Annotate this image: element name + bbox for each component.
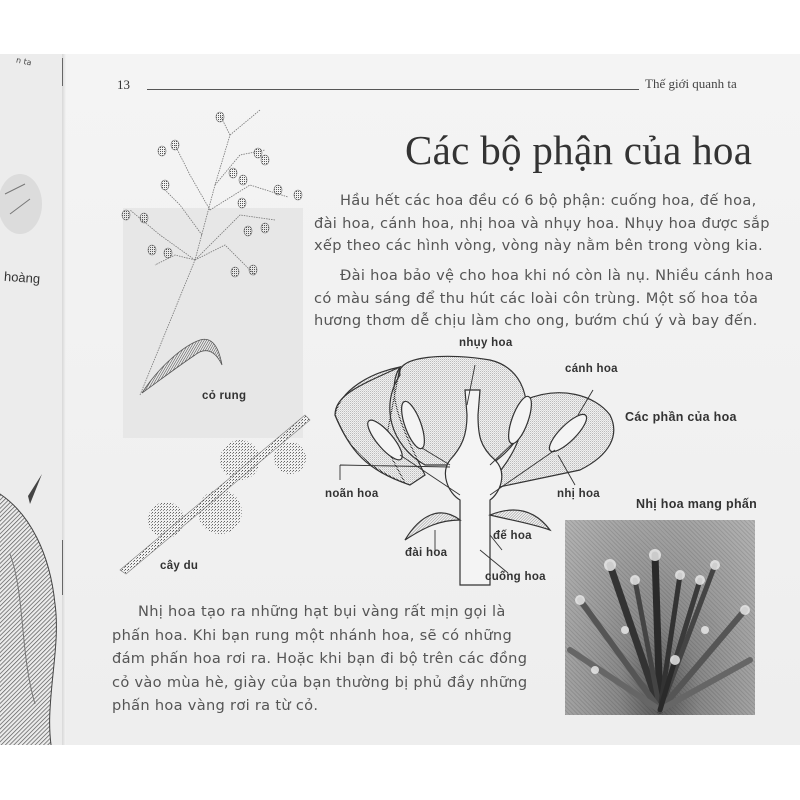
text-line: đám phấn hoa rơi ra. Hoặc khi bạn đi bộ trên các đồng: [112, 650, 528, 667]
left-page-caption-fragment: hoàng: [3, 268, 41, 287]
page-number: 13: [117, 77, 130, 92]
paragraph-sepal-petal: [314, 265, 774, 333]
left-page-header-fragment: n ta: [15, 55, 33, 68]
spine-crease: [62, 540, 63, 595]
elm-caption: cây du: [160, 560, 199, 572]
label-stamen: nhị hoa: [557, 488, 600, 500]
quaking-grass-illustration: [140, 115, 340, 405]
text-line: Hầu hết các hoa đều có 6 bộ phận: cuống hoa, đế hoa,: [340, 192, 757, 209]
text-line: phấn hoa vàng rơi ra từ cỏ.: [112, 697, 319, 714]
header-rule: [147, 89, 639, 90]
stamen-photo-rays: [565, 520, 755, 715]
label-ovule: noãn hoa: [325, 488, 379, 500]
label-pistil: nhụy hoa: [459, 337, 513, 349]
elm-branch-illustration: [110, 410, 310, 580]
paragraph-parts-of-flower: [314, 190, 770, 258]
running-header-title: Thế giới quanh ta: [645, 76, 737, 91]
spine-crease: [62, 58, 63, 86]
label-sepal: đài hoa: [405, 547, 448, 559]
text-line: Nhị hoa tạo ra những hạt bụi vàng rất mịn gọi là: [138, 603, 506, 620]
text-line: có màu sáng để thu hút các loài côn trùng. Một số hoa tỏa: [314, 289, 759, 307]
text-line: đài hoa, cánh hoa, nhị hoa và nhụy hoa. Nhụy hoa được sắp: [314, 214, 770, 232]
label-stalk: cuống hoa: [485, 571, 546, 583]
left-page: [0, 54, 63, 745]
text-line: cỏ vào mùa hè, giày của bạn thường bị phủ đầy những: [112, 673, 528, 691]
stamen-pollen-photo: [565, 520, 755, 715]
photo-caption: Nhị hoa mang phấn: [636, 497, 758, 511]
label-receptacle: đế hoa: [493, 530, 532, 542]
page-title: Các bộ phận của hoa: [405, 127, 753, 173]
text-line: xếp theo các hình vòng, vòng này nằm bên trong vòng kia.: [314, 237, 763, 254]
text-line: phấn hoa. Khi bạn rung một nhánh hoa, sẽ có những: [112, 626, 513, 644]
label-petal: cánh hoa: [565, 363, 618, 375]
grass-caption: cỏ rung: [202, 390, 247, 402]
text-line: Đài hoa bảo vệ cho hoa khi nó còn là nụ. Nhiều cánh hoa: [340, 267, 774, 284]
paragraph-pollen: [112, 600, 527, 718]
text-line: hương thơm dễ chịu làm cho ong, bướm chú ý và bay đến.: [314, 312, 758, 329]
left-page-sketch: [0, 154, 60, 274]
left-page-illustration: [0, 494, 60, 745]
flower-diagram-caption: Các phần của hoa: [625, 410, 737, 424]
